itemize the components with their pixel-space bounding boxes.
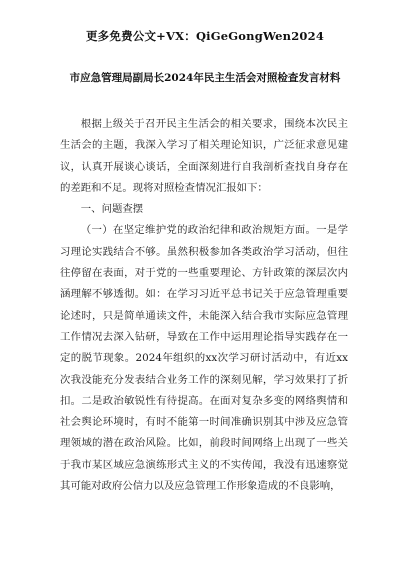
intro-paragraph: 根据上级关于召开民主生活会的相关要求，围绕本次民主生活会的主题，我深入学习了相关理论知识，广泛征求意见建议，认真开展谈心谈话，全面深刻进行自我剖析查找自身存在的差距和不足。现将对照检查情况汇报如下： (60, 118, 348, 194)
document-body (60, 114, 348, 497)
header-note: 更多免费公文+VX：QiGeGongWen2024 (85, 29, 325, 43)
section-heading: 一、问题查摆 (80, 203, 144, 216)
document-title: 市应急管理局副局长2024年民主生活会对照检查发言材料 (69, 72, 341, 84)
body-paragraph: （一）在坚定维护党的政治纪律和政治规矩方面。一是学习理论实践结合不够。虽然积极参加各类政治学习活动，但往往停留在表面，对于党的一些重要理论、方针政策的深层次内涵理解不够透彻。如：在学习习近平总书记关于应急管理重要论述时，只是简单通读文件，未能深入结合我市实际应急管理工作情况去深入钻研，导致在工作中运用理论指导实践存在一定的脱节现象。2024年组织的xx次学习研讨活动中，有近xx次我没能充分发表结合业务工作的深刻见解，学习效果打了折扣。二是政治敏锐性有待提高。在面对复杂多变的网络舆情和社会舆论环境时，有时不能第一时间准确识别其中涉及应急管理领域的潜在政治风险。比如，前段时间网络上出现了一些关于我市某区域应急演练形式主义的不实传闻，我没有迅速察觉其可能对政府公信力以及应急管理工作形象造成的不良影响， (60, 224, 348, 493)
